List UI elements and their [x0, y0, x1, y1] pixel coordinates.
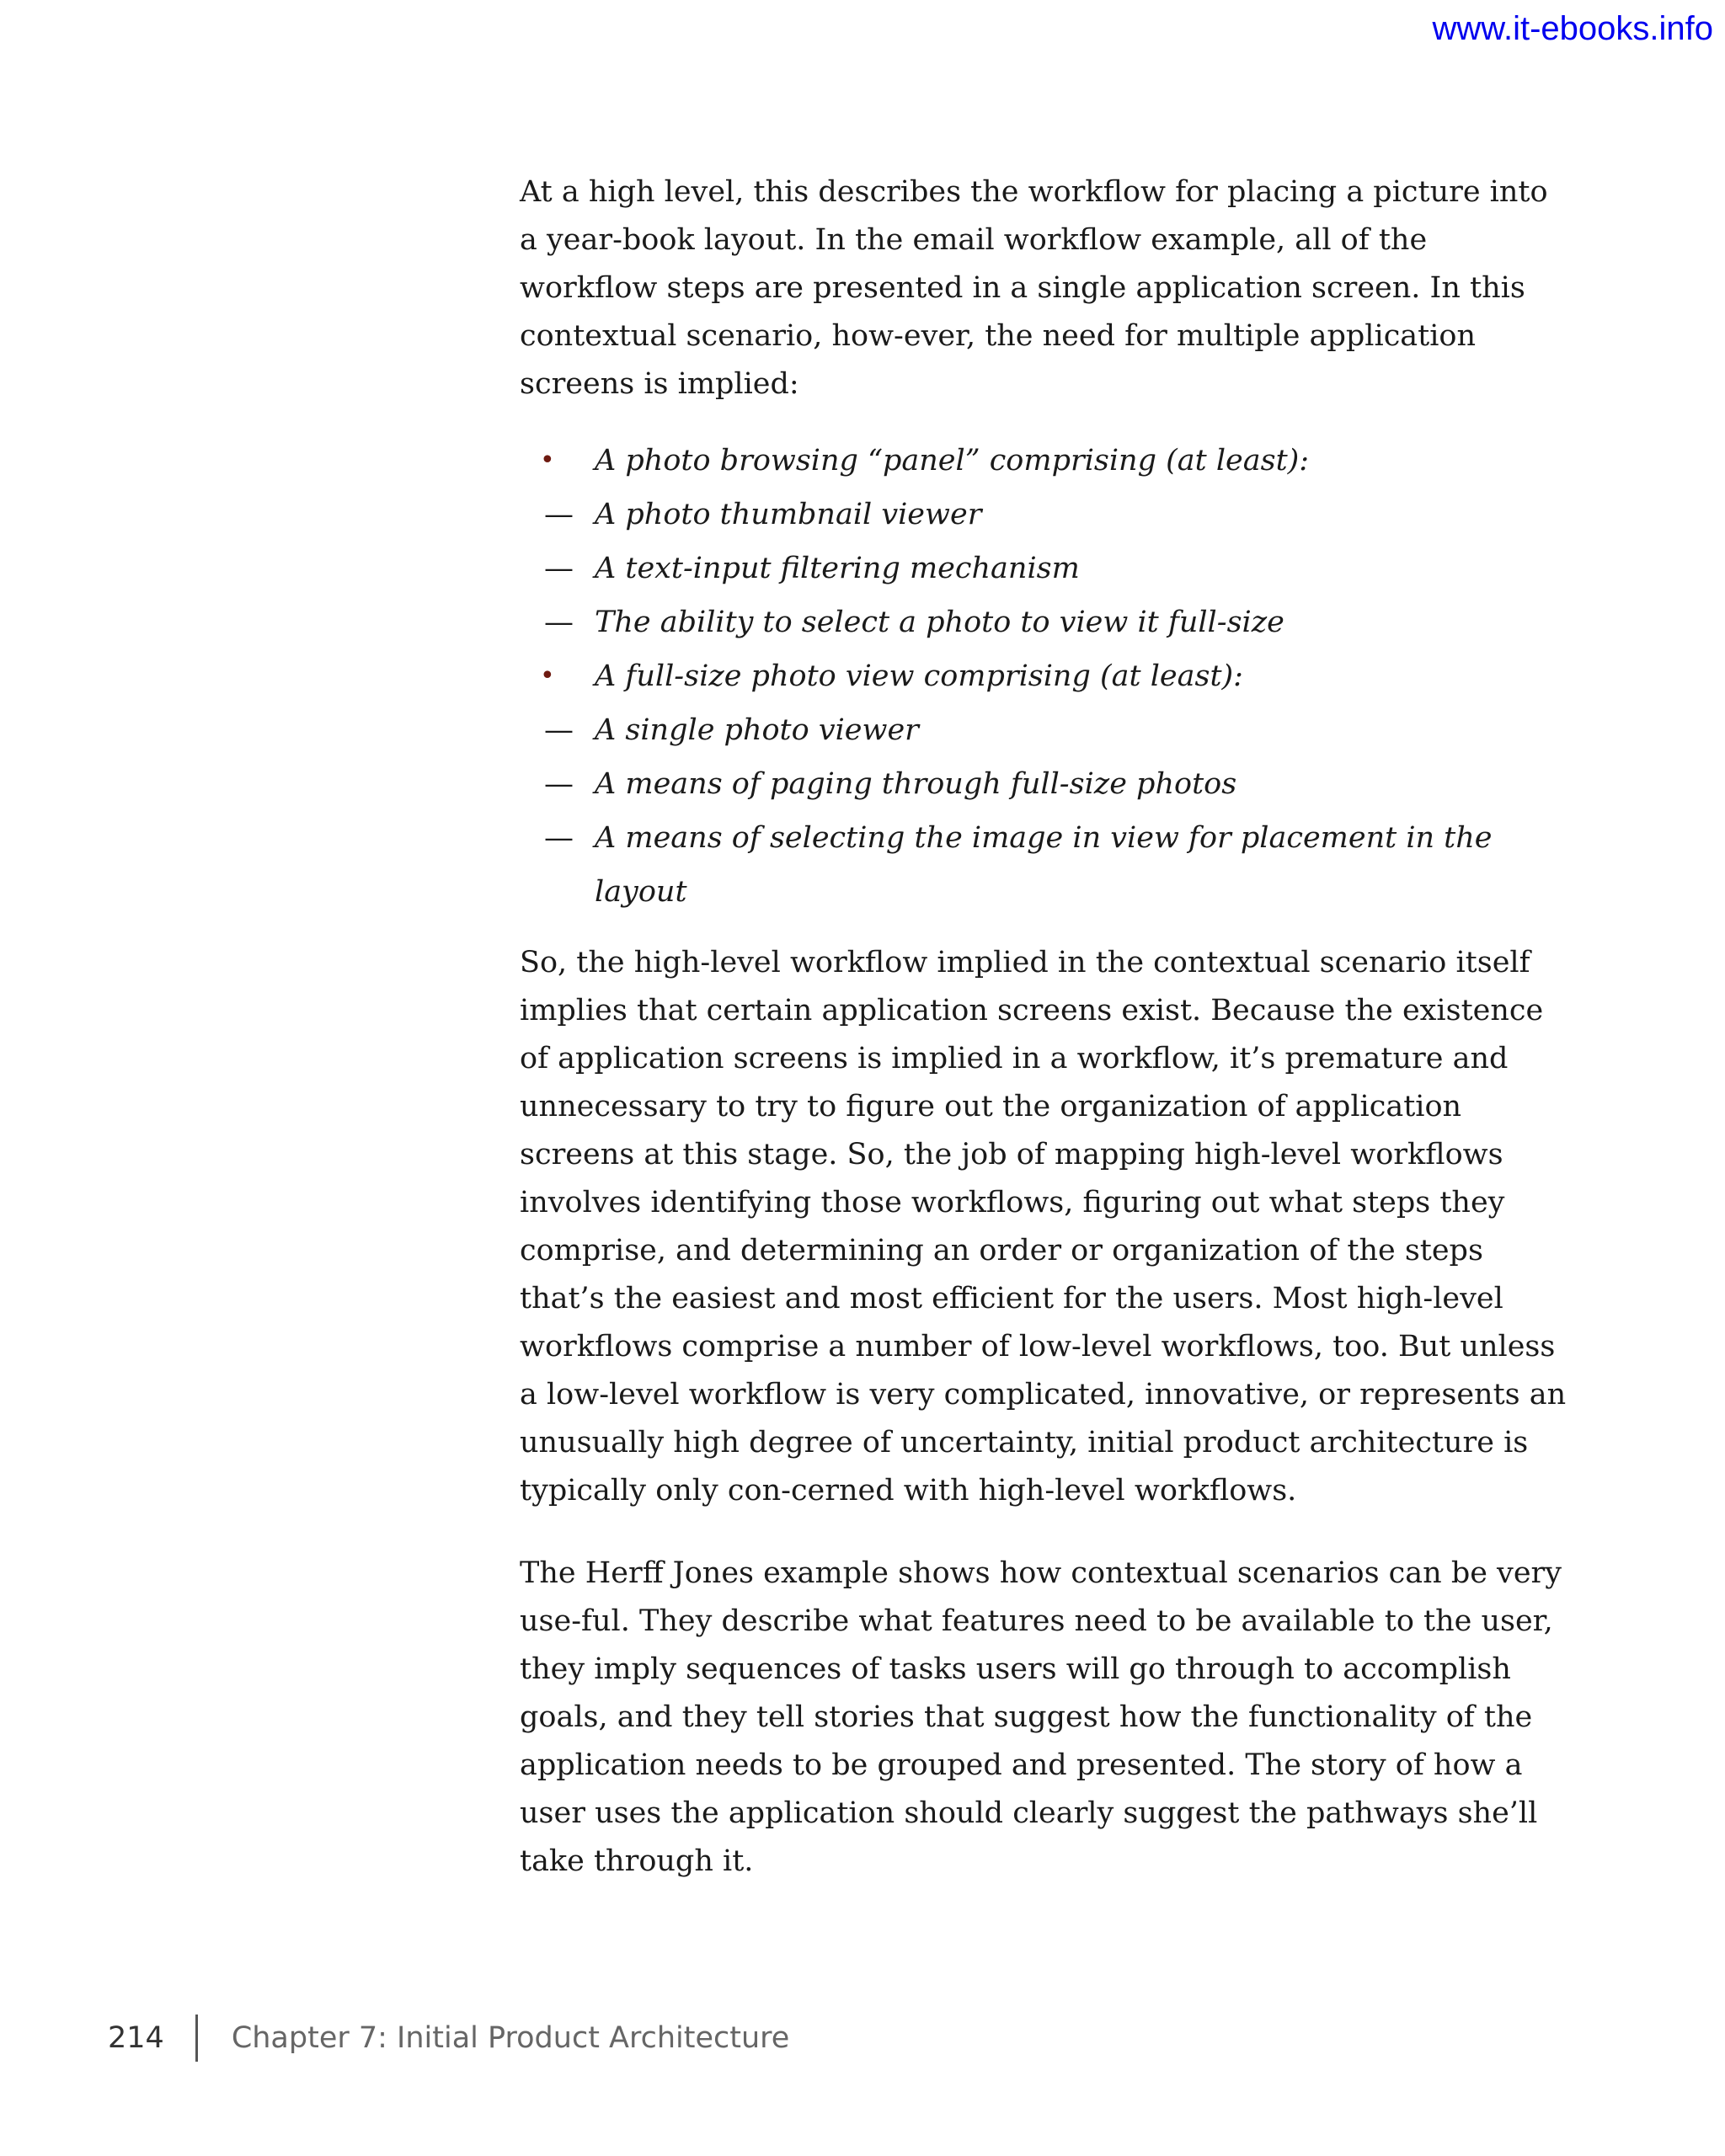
page-footer: [108, 2013, 789, 2063]
dash-marker: —: [544, 713, 574, 747]
sub-item: [544, 703, 1568, 757]
sub-item: [544, 595, 1568, 649]
sub-list: [544, 488, 1568, 649]
dash-marker: —: [544, 606, 574, 639]
sub-item-text: A means of paging through full-size photos: [595, 767, 1237, 801]
paragraph-workflow: So, the high-level workflow implied in the contextual scenario itself implies that certain application screens exist. Because the existence of application screens is implied in a workflow, it’s premature and unnecessary to try to figure out the organization of application screens at this stage. So, the job of mapping high-level workflows involves identifying those workflows, figuring out what steps they comprise, and determining an order or organization of the steps that’s the easiest and most efficient for the users. Most high-level workflows comprise a number of low-level workflows, too. But unless a low-level workflow is very complicated, innovative, or represents an unusually high degree of uncertainty, initial product architecture is typically only con-cerned with high-level workflows.: [520, 946, 1567, 1508]
sub-item: [544, 542, 1568, 595]
sub-item: [544, 811, 1568, 919]
bullet-marker: •: [540, 446, 555, 475]
watermark-link[interactable]: www.it-ebooks.info: [1432, 10, 1713, 47]
sub-item-text: A text-input filtering mechanism: [595, 552, 1080, 585]
sub-item-text: The ability to select a photo to view it full-size: [595, 606, 1284, 639]
bullet-marker: •: [540, 661, 555, 691]
sub-item: [544, 757, 1568, 811]
bullet-list: [520, 434, 1568, 919]
dash-marker: —: [544, 498, 574, 531]
paragraph-herff-jones: The Herff Jones example shows how contextual scenarios can be very use-ful. They describe what features need to be available to the user, they imply sequences of tasks users will go through to accomplish goals, and they tell stories that suggest how the functionality of the application needs to be grouped and presented. The story of how a user uses the application should clearly suggest the pathways she’ll take through it.: [520, 1556, 1562, 1878]
sub-item-text: A means of selecting the image in view for placement in the layout: [595, 821, 1493, 909]
bullet-text: A photo browsing “panel” comprising (at least):: [595, 444, 1310, 478]
paragraph-intro: At a high level, this describes the workflow for placing a picture into a year-book layout. In the email workflow example, all of the workflow steps are presented in a single application screen. In this contextual scenario, how-ever, the need for multiple application screens is implied:: [520, 175, 1548, 401]
dash-marker: —: [544, 552, 574, 585]
dash-marker: —: [544, 821, 574, 855]
dash-marker: —: [544, 767, 574, 801]
page-number: 214: [108, 2021, 164, 2055]
bullet-text: A full-size photo view comprising (at least):: [595, 659, 1243, 693]
chapter-title: Chapter 7: Initial Product Architecture: [231, 2021, 790, 2055]
footer-divider: [195, 2015, 198, 2062]
sub-list: [544, 703, 1568, 919]
bullet-item: [520, 649, 1568, 919]
page-body: [520, 168, 1568, 1886]
sub-item-text: A single photo viewer: [595, 713, 919, 747]
sub-item-text: A photo thumbnail viewer: [595, 498, 982, 531]
sub-item: [544, 488, 1568, 542]
bullet-item: [520, 434, 1568, 649]
